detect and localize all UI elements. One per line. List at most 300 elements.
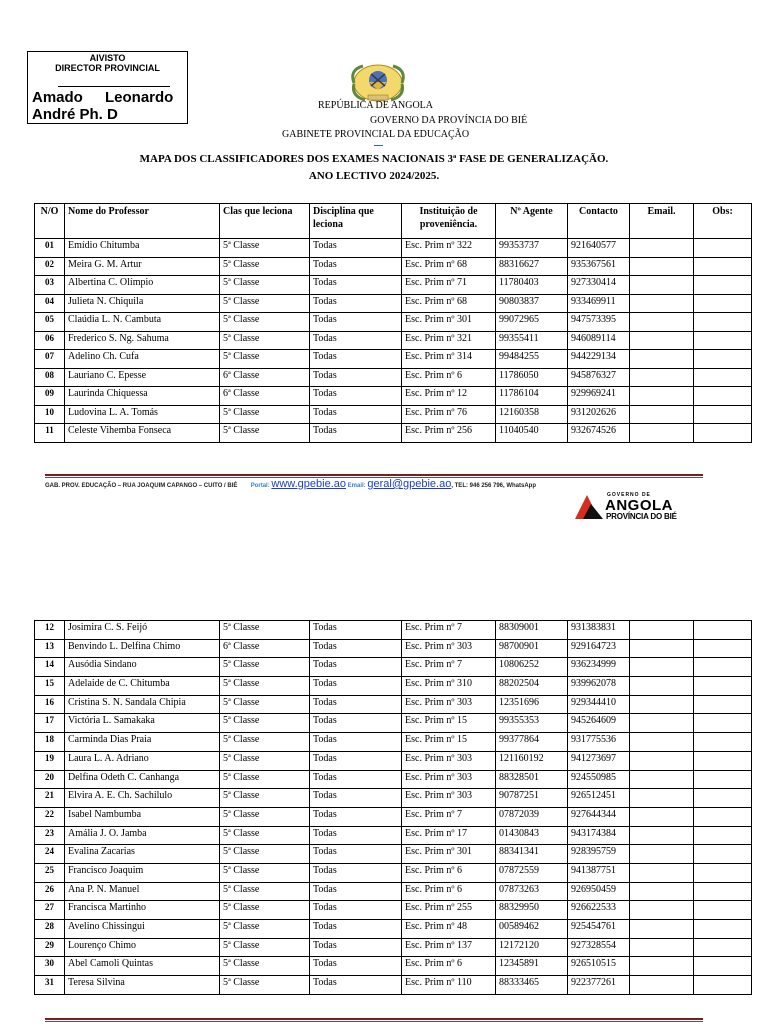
header-republic: REPÚBLICA DE ANGOLA (318, 100, 434, 111)
cell-number: 23 (35, 826, 65, 845)
cell-email (630, 276, 694, 295)
cell-email (630, 807, 694, 826)
cell-contact: 944229134 (568, 350, 630, 369)
cell-institution: Esc. Prim nº 110 (402, 976, 496, 995)
cell-agent-number: 88333465 (496, 976, 568, 995)
cell-agent-number: 07873263 (496, 882, 568, 901)
table-row (35, 405, 752, 424)
angola-logo-icon (573, 494, 605, 520)
footer-portal-link[interactable]: www.gpebie.ao (271, 478, 346, 490)
cell-subject: Todas (310, 313, 402, 332)
cell-subject: Todas (310, 882, 402, 901)
cell-number: 10 (35, 405, 65, 424)
cell-agent-number: 00589462 (496, 920, 568, 939)
cell-subject: Todas (310, 658, 402, 677)
cell-agent-number: 88202504 (496, 677, 568, 696)
cell-institution: Esc. Prim nº 71 (402, 276, 496, 295)
cell-agent-number: 11780403 (496, 276, 568, 295)
cell-number: 03 (35, 276, 65, 295)
cell-subject: Todas (310, 695, 402, 714)
cell-agent-number: 99484255 (496, 350, 568, 369)
cell-number: 04 (35, 294, 65, 313)
cell-subject: Todas (310, 387, 402, 406)
cell-teacher-name: Francisca Martinho (65, 901, 220, 920)
table-row (35, 976, 752, 995)
cell-obs (694, 424, 752, 443)
cell-class: 6ª Classe (220, 387, 310, 406)
logo-gov-text: GOVERNO DE (607, 492, 651, 498)
signature-line (58, 86, 170, 87)
cell-agent-number: 90803837 (496, 294, 568, 313)
cell-subject: Todas (310, 350, 402, 369)
cell-teacher-name: Celeste Vihemba Fonseca (65, 424, 220, 443)
cell-obs (694, 957, 752, 976)
cell-institution: Esc. Prim nº 6 (402, 368, 496, 387)
cell-contact: 936234999 (568, 658, 630, 677)
cell-contact: 946089114 (568, 331, 630, 350)
cell-institution: Esc. Prim nº 68 (402, 294, 496, 313)
cell-number: 06 (35, 331, 65, 350)
cell-institution: Esc. Prim nº 322 (402, 239, 496, 258)
cell-obs (694, 313, 752, 332)
cell-number: 30 (35, 957, 65, 976)
cell-subject: Todas (310, 239, 402, 258)
angola-government-logo (573, 492, 683, 524)
cell-teacher-name: Cristina S. N. Sandala Chipia (65, 695, 220, 714)
cell-obs (694, 920, 752, 939)
cell-subject: Todas (310, 424, 402, 443)
cell-agent-number: 98700901 (496, 639, 568, 658)
cell-email (630, 239, 694, 258)
cell-teacher-name: Laurinda Chiquessa (65, 387, 220, 406)
cell-contact: 922377261 (568, 976, 630, 995)
cell-agent-number: 11786050 (496, 368, 568, 387)
cell-agent-number: 88329950 (496, 901, 568, 920)
cell-class: 5ª Classe (220, 845, 310, 864)
cell-email (630, 770, 694, 789)
cell-class: 5ª Classe (220, 957, 310, 976)
cell-email (630, 639, 694, 658)
cell-contact: 926512451 (568, 789, 630, 808)
cell-class: 5ª Classe (220, 733, 310, 752)
cell-subject: Todas (310, 920, 402, 939)
cell-institution: Esc. Prim nº 7 (402, 658, 496, 677)
cell-class: 5ª Classe (220, 770, 310, 789)
cell-email (630, 845, 694, 864)
cell-email (630, 257, 694, 276)
cell-agent-number: 88328501 (496, 770, 568, 789)
cell-institution: Esc. Prim nº 12 (402, 387, 496, 406)
cell-email (630, 714, 694, 733)
cell-class: 5ª Classe (220, 405, 310, 424)
cell-contact: 925454761 (568, 920, 630, 939)
cell-obs (694, 901, 752, 920)
cell-number: 13 (35, 639, 65, 658)
cell-number: 02 (35, 257, 65, 276)
cell-class: 5ª Classe (220, 807, 310, 826)
cell-email (630, 350, 694, 369)
cell-email (630, 695, 694, 714)
table-header-row (35, 204, 752, 239)
cell-number: 17 (35, 714, 65, 733)
cell-class: 5ª Classe (220, 863, 310, 882)
cell-subject: Todas (310, 733, 402, 752)
cell-agent-number: 07872039 (496, 807, 568, 826)
cell-class: 5ª Classe (220, 714, 310, 733)
cell-number: 29 (35, 938, 65, 957)
document-title: MAPA DOS CLASSIFICADORES DOS EXAMES NACIONAIS 3ª FASE DE GENERALIZAÇÃO. (139, 153, 609, 165)
cell-number: 26 (35, 882, 65, 901)
cell-obs (694, 807, 752, 826)
cell-institution: Esc. Prim nº 15 (402, 733, 496, 752)
table-row (35, 621, 752, 640)
cell-subject: Todas (310, 807, 402, 826)
cell-agent-number: 90787251 (496, 789, 568, 808)
cell-number: 15 (35, 677, 65, 696)
cell-teacher-name: Evalina Zacarias (65, 845, 220, 864)
table-row (35, 239, 752, 258)
table-row (35, 658, 752, 677)
cell-institution: Esc. Prim nº 48 (402, 920, 496, 939)
cell-obs (694, 938, 752, 957)
cell-subject: Todas (310, 714, 402, 733)
cell-email (630, 957, 694, 976)
logo-province-text: PROVÍNCIA DO BIÉ (606, 512, 677, 521)
cell-contact: 931775536 (568, 733, 630, 752)
table-row (35, 901, 752, 920)
cell-class: 5ª Classe (220, 239, 310, 258)
cell-contact: 927330414 (568, 276, 630, 295)
cell-subject: Todas (310, 368, 402, 387)
cell-obs (694, 733, 752, 752)
cell-email (630, 863, 694, 882)
cell-class: 5ª Classe (220, 976, 310, 995)
cell-agent-number: 12172120 (496, 938, 568, 957)
cell-institution: Esc. Prim nº 7 (402, 807, 496, 826)
col-header-contact: Contacto (568, 204, 630, 239)
cell-subject: Todas (310, 770, 402, 789)
cell-email (630, 751, 694, 770)
footer-rule-bottom-thin (45, 1021, 703, 1022)
footer-email-link[interactable]: geral@gpebie.ao (367, 478, 452, 490)
cell-teacher-name: Albertina C. Olímpio (65, 276, 220, 295)
cell-teacher-name: Delfina Odeth C. Canhanga (65, 770, 220, 789)
classifiers-table-page1 (34, 203, 752, 443)
cell-teacher-name: Carminda Dias Praia (65, 733, 220, 752)
approver-name-line2: André Ph. D (32, 106, 118, 123)
cell-teacher-name: Adelaide de C. Chitumba (65, 677, 220, 696)
cell-class: 5ª Classe (220, 621, 310, 640)
cell-subject: Todas (310, 639, 402, 658)
cell-number: 28 (35, 920, 65, 939)
cell-obs (694, 695, 752, 714)
cell-obs (694, 639, 752, 658)
cell-email (630, 976, 694, 995)
cell-agent-number: 99355353 (496, 714, 568, 733)
cell-class: 5ª Classe (220, 313, 310, 332)
cell-teacher-name: Lauriano C. Epesse (65, 368, 220, 387)
cell-obs (694, 294, 752, 313)
cell-number: 22 (35, 807, 65, 826)
col-header-class: Clas que leciona (220, 204, 310, 239)
cell-institution: Esc. Prim nº 68 (402, 257, 496, 276)
cell-subject: Todas (310, 789, 402, 808)
cell-institution: Esc. Prim nº 17 (402, 826, 496, 845)
cell-email (630, 658, 694, 677)
cell-class: 5ª Classe (220, 882, 310, 901)
cell-obs (694, 239, 752, 258)
cell-class: 5ª Classe (220, 789, 310, 808)
cell-email (630, 826, 694, 845)
cell-number: 14 (35, 658, 65, 677)
cell-number: 12 (35, 621, 65, 640)
cell-email (630, 405, 694, 424)
cell-teacher-name: Amália J. O. Jamba (65, 826, 220, 845)
cell-institution: Esc. Prim nº 310 (402, 677, 496, 696)
table-row (35, 350, 752, 369)
cell-teacher-name: Claúdia L. N. Cambuta (65, 313, 220, 332)
table-row (35, 826, 752, 845)
cell-class: 6ª Classe (220, 639, 310, 658)
cell-agent-number: 88341341 (496, 845, 568, 864)
table-row (35, 789, 752, 808)
cell-institution: Esc. Prim nº 314 (402, 350, 496, 369)
cell-email (630, 621, 694, 640)
cell-contact: 947573395 (568, 313, 630, 332)
cell-contact: 945876327 (568, 368, 630, 387)
cell-class: 5ª Classe (220, 938, 310, 957)
cell-teacher-name: Victória L. Samakaka (65, 714, 220, 733)
footer-email-label: Email: (347, 483, 366, 489)
cell-teacher-name: Abel Camoli Quintas (65, 957, 220, 976)
approval-box (27, 51, 188, 124)
cell-obs (694, 882, 752, 901)
col-header-institution: Instituição de proveniência. (402, 204, 496, 239)
cell-email (630, 733, 694, 752)
cell-institution: Esc. Prim nº 7 (402, 621, 496, 640)
cell-obs (694, 331, 752, 350)
document-subtitle: ANO LECTIVO 2024/2025. (308, 170, 440, 182)
cell-subject: Todas (310, 621, 402, 640)
cell-contact: 943174384 (568, 826, 630, 845)
cell-obs (694, 658, 752, 677)
cell-obs (694, 276, 752, 295)
approver-name-line1: Amado Leonardo (32, 89, 174, 106)
footer-tel: , TEL: 946 256 796, WhatsApp (451, 483, 537, 489)
cell-number: 09 (35, 387, 65, 406)
footer-address: GAB. PROV. EDUCAÇÃO – RUA JOAQUIM CAPANGO – CUITO / BIÉ (45, 483, 238, 489)
table-row (35, 938, 752, 957)
cell-agent-number: 88309001 (496, 621, 568, 640)
col-header-name: Nome do Professor (65, 204, 220, 239)
table-row (35, 313, 752, 332)
cell-agent-number: 99377864 (496, 733, 568, 752)
cell-teacher-name: Teresa Silvina (65, 976, 220, 995)
cell-number: 20 (35, 770, 65, 789)
cell-contact: 929969241 (568, 387, 630, 406)
cell-number: 31 (35, 976, 65, 995)
table-body-page2 (35, 621, 752, 995)
cell-agent-number: 99353737 (496, 239, 568, 258)
table-row (35, 733, 752, 752)
col-header-obs: Obs: (694, 204, 752, 239)
cell-number: 27 (35, 901, 65, 920)
cell-contact: 921640577 (568, 239, 630, 258)
cell-teacher-name: Avelino Chissingui (65, 920, 220, 939)
cell-teacher-name: Meira G. M. Artur (65, 257, 220, 276)
cell-number: 07 (35, 350, 65, 369)
cell-obs (694, 714, 752, 733)
cell-class: 5ª Classe (220, 695, 310, 714)
table-row (35, 957, 752, 976)
cell-obs (694, 789, 752, 808)
cell-institution: Esc. Prim nº 303 (402, 695, 496, 714)
cell-contact: 941273697 (568, 751, 630, 770)
table-row (35, 677, 752, 696)
cell-institution: Esc. Prim nº 301 (402, 845, 496, 864)
cell-institution: Esc. Prim nº 256 (402, 424, 496, 443)
cell-agent-number: 07872559 (496, 863, 568, 882)
cell-institution: Esc. Prim nº 6 (402, 863, 496, 882)
cell-institution: Esc. Prim nº 321 (402, 331, 496, 350)
cell-obs (694, 845, 752, 864)
footer-contact-line (45, 478, 536, 490)
cell-number: 08 (35, 368, 65, 387)
cell-teacher-name: Frederico S. Ng. Sahuma (65, 331, 220, 350)
cell-email (630, 387, 694, 406)
cell-agent-number: 99355411 (496, 331, 568, 350)
cell-obs (694, 751, 752, 770)
cell-contact: 927644344 (568, 807, 630, 826)
cell-subject: Todas (310, 294, 402, 313)
table-row (35, 882, 752, 901)
cell-agent-number: 121160192 (496, 751, 568, 770)
cell-institution: Esc. Prim nº 137 (402, 938, 496, 957)
cell-agent-number: 12345891 (496, 957, 568, 976)
cell-number: 16 (35, 695, 65, 714)
cell-contact: 926510515 (568, 957, 630, 976)
header-underline-mark (374, 145, 383, 146)
approval-label: AIVISTO (89, 53, 126, 63)
cell-teacher-name: Elvira A. E. Ch. Sachilulo (65, 789, 220, 808)
table-row (35, 639, 752, 658)
cell-email (630, 938, 694, 957)
cell-agent-number: 99072965 (496, 313, 568, 332)
cell-teacher-name: Ludovina L. A. Tomás (65, 405, 220, 424)
table-row (35, 751, 752, 770)
table-row (35, 294, 752, 313)
table-row (35, 276, 752, 295)
cell-institution: Esc. Prim nº 76 (402, 405, 496, 424)
cell-obs (694, 621, 752, 640)
cell-number: 21 (35, 789, 65, 808)
cell-number: 11 (35, 424, 65, 443)
approval-role: DIRECTOR PROVINCIAL (55, 63, 160, 73)
cell-obs (694, 976, 752, 995)
cell-teacher-name: Benvindo L. Delfina Chimo (65, 639, 220, 658)
cell-contact: 932674526 (568, 424, 630, 443)
cell-subject: Todas (310, 957, 402, 976)
cell-contact: 941387751 (568, 863, 630, 882)
table-body-page1 (35, 239, 752, 443)
cell-subject: Todas (310, 677, 402, 696)
cell-class: 5ª Classe (220, 294, 310, 313)
cell-email (630, 331, 694, 350)
table-row (35, 714, 752, 733)
cell-contact: 945264609 (568, 714, 630, 733)
cell-teacher-name: Ausódia Sindano (65, 658, 220, 677)
cell-obs (694, 677, 752, 696)
cell-class: 5ª Classe (220, 424, 310, 443)
cell-email (630, 368, 694, 387)
cell-subject: Todas (310, 901, 402, 920)
cell-class: 5ª Classe (220, 658, 310, 677)
cell-number: 01 (35, 239, 65, 258)
cell-subject: Todas (310, 751, 402, 770)
cell-agent-number: 01430843 (496, 826, 568, 845)
cell-institution: Esc. Prim nº 303 (402, 770, 496, 789)
table-row (35, 331, 752, 350)
col-header-subject: Disciplina que leciona (310, 204, 402, 239)
footer-rule-bottom (45, 1018, 703, 1020)
cell-contact: 933469911 (568, 294, 630, 313)
cell-email (630, 920, 694, 939)
cell-contact: 926622533 (568, 901, 630, 920)
cell-obs (694, 257, 752, 276)
cell-institution: Esc. Prim nº 303 (402, 751, 496, 770)
cell-subject: Todas (310, 938, 402, 957)
cell-obs (694, 863, 752, 882)
cell-number: 18 (35, 733, 65, 752)
cell-agent-number: 11040540 (496, 424, 568, 443)
cell-contact: 939962078 (568, 677, 630, 696)
cell-obs (694, 826, 752, 845)
cell-teacher-name: Adelino Ch. Cufa (65, 350, 220, 369)
cell-agent-number: 10806252 (496, 658, 568, 677)
cell-number: 05 (35, 313, 65, 332)
cell-class: 5ª Classe (220, 677, 310, 696)
table-row (35, 845, 752, 864)
cell-institution: Esc. Prim nº 303 (402, 789, 496, 808)
cell-teacher-name: Francisco Joaquim (65, 863, 220, 882)
cell-class: 6ª Classe (220, 368, 310, 387)
cell-subject: Todas (310, 257, 402, 276)
cell-institution: Esc. Prim nº 301 (402, 313, 496, 332)
cell-obs (694, 387, 752, 406)
cell-obs (694, 368, 752, 387)
cell-class: 5ª Classe (220, 751, 310, 770)
cell-subject: Todas (310, 331, 402, 350)
cell-teacher-name: Laura L. A. Adriano (65, 751, 220, 770)
table-row (35, 368, 752, 387)
col-header-email: Email. (630, 204, 694, 239)
cell-institution: Esc. Prim nº 15 (402, 714, 496, 733)
cell-agent-number: 12160358 (496, 405, 568, 424)
cell-agent-number: 12351696 (496, 695, 568, 714)
cell-class: 5ª Classe (220, 920, 310, 939)
table-row (35, 863, 752, 882)
cell-teacher-name: Lourenço Chimo (65, 938, 220, 957)
table-row (35, 695, 752, 714)
cell-email (630, 294, 694, 313)
cell-subject: Todas (310, 276, 402, 295)
table-row (35, 424, 752, 443)
cell-class: 5ª Classe (220, 901, 310, 920)
cell-teacher-name: Josimira C. S. Feijó (65, 621, 220, 640)
cell-institution: Esc. Prim nº 6 (402, 957, 496, 976)
table-row (35, 387, 752, 406)
cell-obs (694, 405, 752, 424)
